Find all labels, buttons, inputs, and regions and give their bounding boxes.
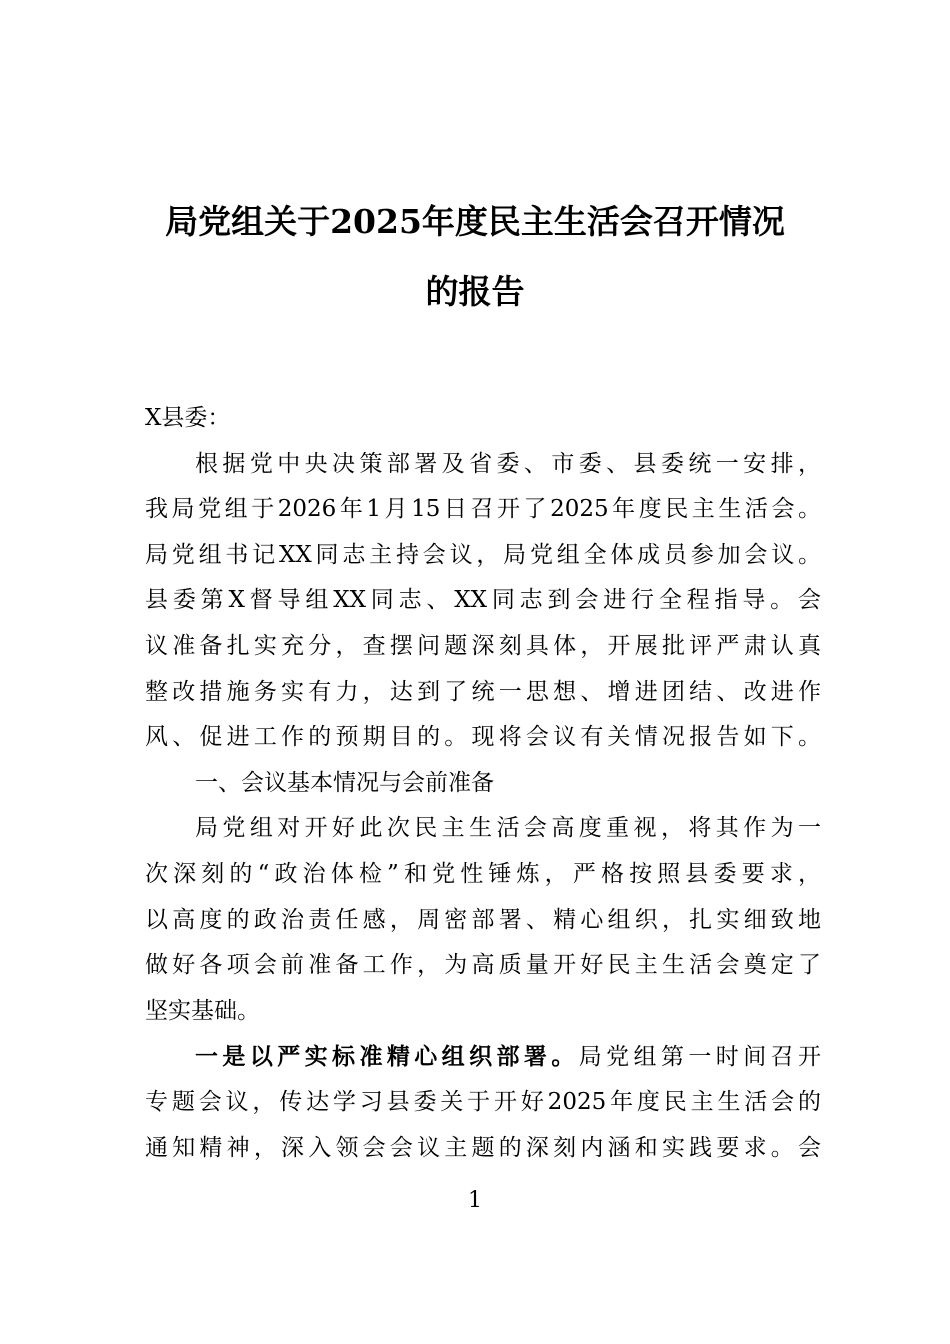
paragraph-line: 专题会议，传达学习县委关于开好2025年度民主生活会的 — [145, 1088, 821, 1115]
paragraph-line: 以高度的政治责任感，周密部署、精心组织，扎实细致地 — [145, 906, 821, 933]
document-body — [145, 396, 821, 1171]
paragraph-line: 局党组书记XX同志主持会议，局党组全体成员参加会议。 — [145, 541, 821, 568]
paragraph-line: 次深刻的“政治体检”和党性锤炼，严格按照县委要求， — [145, 860, 821, 887]
paragraph-line: 坚实基础。 — [145, 997, 260, 1024]
paragraph-line: 局党组对开好此次民主生活会高度重视，将其作为一 — [195, 815, 821, 842]
bold-lead: 一是以严实标准精心组织部署。 — [195, 1043, 579, 1071]
document-title-line-2: 的报告 — [425, 272, 525, 311]
paragraph-line: 整改措施务实有力，达到了统一思想、增进团结、改进作 — [145, 678, 821, 705]
paragraph-line — [145, 1034, 821, 1080]
lead-rest: 局党组第一时间召开 — [578, 1044, 822, 1071]
section-heading: 一、会议基本情况与会前准备 — [195, 769, 494, 796]
salutation: X县委： — [145, 405, 231, 431]
paragraph-line: 县委第X督导组XX同志、XX同志到会进行全程指导。会 — [145, 587, 821, 614]
paragraph-line: 做好各项会前准备工作，为高质量开好民主生活会奠定了 — [145, 952, 821, 979]
paragraph-line: 风、促进工作的预期目的。现将会议有关情况报告如下。 — [145, 724, 821, 751]
paragraph-line: 通知精神，深入领会会议主题的深刻内涵和实践要求。会 — [145, 1134, 821, 1161]
paragraph-line: 我局党组于2026年1月15日召开了2025年度民主生活会。 — [145, 496, 821, 523]
paragraph-line: 根据党中央决策部署及省委、市委、县委统一安排， — [195, 450, 821, 477]
document-title-line-1: 局党组关于2025年度民主生活会召开情况 — [165, 202, 785, 241]
paragraph-line: 议准备扎实充分，查摆问题深刻具体，开展批评严肃认真 — [145, 632, 821, 659]
page-number: 1 — [468, 1188, 482, 1213]
